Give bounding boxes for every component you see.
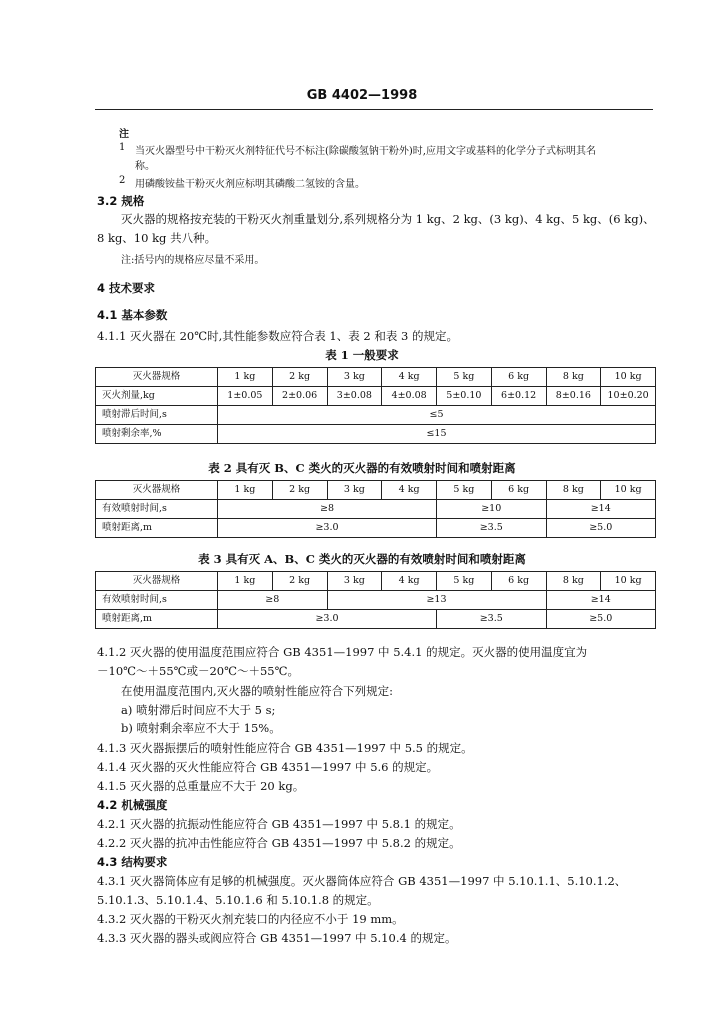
table-row <box>96 572 656 591</box>
table-3-header-label: 灭火器规格 <box>96 572 218 591</box>
notes-title: 注 <box>119 129 129 140</box>
table-row <box>96 481 656 500</box>
table-3-cell: ≥3.5 <box>437 610 547 629</box>
table-1-cell: 8±0.16 <box>546 387 601 406</box>
clause-4-1-2-item-b: b) 喷射剩余率应不大于 15%。 <box>121 721 281 735</box>
table-3-caption: 表 3 具有灭 A、B、C 类火的灭火器的有效喷射时间和喷射距离 <box>198 552 526 566</box>
table-3-spec-2: 2 kg <box>272 572 327 591</box>
table-2-spec-4: 4 kg <box>382 481 437 500</box>
table-row <box>96 368 656 387</box>
clause-4-2-2: 4.2.2 灭火器的抗冲击性能应符合 GB 4351—1997 中 5.8.2 的规定。 <box>97 836 461 850</box>
note-1-number: 1 <box>119 142 126 153</box>
clause-4-1-2-item-a: a) 喷射滞后时间应不大于 5 s; <box>121 703 276 717</box>
table-1-header-label: 灭火器规格 <box>96 368 218 387</box>
section-3-2-para-line-1: 灭火器的规格按充装的干粉灭火剂重量划分,系列规格分为 1 kg、2 kg、(3 kg)、4 kg、5 kg、(6 kg)、 <box>121 212 655 226</box>
table-1-cell: 3±0.08 <box>327 387 382 406</box>
clause-4-1-2-line-3: 在使用温度范围内,灭火器的喷射性能应符合下列规定: <box>121 684 394 698</box>
table-3-cell: ≥14 <box>546 591 656 610</box>
table-1-spec-4: 4 kg <box>382 368 437 387</box>
table-2-row-2-label: 喷射距离,m <box>96 519 218 538</box>
table-3-spec-3: 3 kg <box>327 572 382 591</box>
table-1-spec-6: 6 kg <box>491 368 546 387</box>
note-2-number: 2 <box>119 175 126 186</box>
table-1-row-2-label: 喷射滞后时间,s <box>96 406 218 425</box>
section-3-2-note: 注:括号内的规格应尽量不采用。 <box>121 255 265 266</box>
table-3-cell: ≥5.0 <box>546 610 656 629</box>
table-1-cell: 2±0.06 <box>272 387 327 406</box>
section-3-2-para-line-2: 8 kg、10 kg 共八种。 <box>97 231 217 245</box>
table-3-cell: ≥8 <box>218 591 328 610</box>
table-1-spec-1: 1 kg <box>218 368 273 387</box>
table-2-spec-7: 8 kg <box>546 481 601 500</box>
table-3-cell: ≥13 <box>327 591 546 610</box>
table-2-cell: ≥3.0 <box>218 519 437 538</box>
table-3-row-1-label: 有效喷射时间,s <box>96 591 218 610</box>
table-3-spec-6: 6 kg <box>491 572 546 591</box>
table-1-row-2-value: ≤5 <box>218 406 656 425</box>
note-1-line-1: 当灭火器型号中干粉灭火剂特征代号不标注(除碳酸氢钠干粉外)时,应用文字或基料的化学分子式标明其名 <box>135 146 596 157</box>
table-3-spec-1: 1 kg <box>218 572 273 591</box>
table-row <box>96 610 656 629</box>
table-1-caption: 表 1 一般要求 <box>325 348 399 362</box>
table-2-row-1-label: 有效喷射时间,s <box>96 500 218 519</box>
table-2-caption: 表 2 具有灭 B、C 类火的灭火器的有效喷射时间和喷射距离 <box>208 461 516 475</box>
header-rule <box>95 109 653 110</box>
clause-4-3-2: 4.3.2 灭火器的干粉灭火剂充装口的内径应不小于 19 mm。 <box>97 912 404 926</box>
table-row <box>96 591 656 610</box>
table-2-cell: ≥3.5 <box>437 519 547 538</box>
section-3-2-heading: 3.2 规格 <box>97 194 145 208</box>
table-2-spec-2: 2 kg <box>272 481 327 500</box>
clause-4-1-2-line-1: 4.1.2 灭火器的使用温度范围应符合 GB 4351—1997 中 5.4.1 的规定。灭火器的使用温度宜为 <box>97 645 588 659</box>
clause-4-1-5: 4.1.5 灭火器的总重量应不大于 20 kg。 <box>97 779 305 793</box>
table-2-cell: ≥14 <box>546 500 656 519</box>
table-3-spec-7: 8 kg <box>546 572 601 591</box>
section-4-3-heading: 4.3 结构要求 <box>97 855 168 869</box>
table-row <box>96 500 656 519</box>
table-1-spec-3: 3 kg <box>327 368 382 387</box>
page-header-standard: GB 4402—1998 <box>306 88 418 103</box>
table-2-cell: ≥10 <box>437 500 547 519</box>
table-3-spec-5: 5 kg <box>437 572 492 591</box>
table-1-spec-8: 10 kg <box>601 368 656 387</box>
table-2-spec-3: 3 kg <box>327 481 382 500</box>
table-1-spec-5: 5 kg <box>437 368 492 387</box>
table-2 <box>95 480 656 538</box>
note-2-text: 用磷酸铵盐干粉灭火剂应标明其磷酸二氢铵的含量。 <box>135 179 365 190</box>
table-1-spec-7: 8 kg <box>546 368 601 387</box>
clause-4-3-3: 4.3.3 灭火器的器头或阀应符合 GB 4351—1997 中 5.10.4 的规定。 <box>97 931 457 945</box>
clause-4-1-4: 4.1.4 灭火器的灭火性能应符合 GB 4351—1997 中 5.6 的规定。 <box>97 760 439 774</box>
clause-4-2-1: 4.2.1 灭火器的抗振动性能应符合 GB 4351—1997 中 5.8.1 的规定。 <box>97 817 461 831</box>
table-1-cell: 10±0.20 <box>601 387 656 406</box>
table-1 <box>95 367 656 444</box>
clause-4-3-1-line-1: 4.3.1 灭火器筒体应有足够的机械强度。灭火器筒体应符合 GB 4351—1997 中 5.10.1.1、5.10.1.2、 <box>97 874 627 888</box>
clause-4-1-2-line-2: －10℃～＋55℃或－20℃～＋55℃。 <box>97 664 299 678</box>
table-3-row-2-label: 喷射距离,m <box>96 610 218 629</box>
table-1-cell: 5±0.10 <box>437 387 492 406</box>
table-2-spec-8: 10 kg <box>601 481 656 500</box>
table-2-cell: ≥8 <box>218 500 437 519</box>
table-row <box>96 387 656 406</box>
table-3-spec-8: 10 kg <box>601 572 656 591</box>
table-2-spec-6: 6 kg <box>491 481 546 500</box>
table-1-row-1-label: 灭火剂量,kg <box>96 387 218 406</box>
table-2-cell: ≥5.0 <box>546 519 656 538</box>
table-1-row-3-value: ≤15 <box>218 425 656 444</box>
table-1-cell: 4±0.08 <box>382 387 437 406</box>
section-4-heading: 4 技术要求 <box>97 281 156 295</box>
note-1-line-2: 称。 <box>135 161 155 172</box>
table-1-spec-2: 2 kg <box>272 368 327 387</box>
clause-4-1-1: 4.1.1 灭火器在 20℃时,其性能参数应符合表 1、表 2 和表 3 的规定。 <box>97 329 458 343</box>
clause-4-1-3: 4.1.3 灭火器振摆后的喷射性能应符合 GB 4351—1997 中 5.5 的规定。 <box>97 741 473 755</box>
table-2-spec-5: 5 kg <box>437 481 492 500</box>
table-2-spec-1: 1 kg <box>218 481 273 500</box>
table-3-cell: ≥3.0 <box>218 610 437 629</box>
section-4-1-heading: 4.1 基本参数 <box>97 308 168 322</box>
table-1-cell: 6±0.12 <box>491 387 546 406</box>
table-1-row-3-label: 喷射剩余率,% <box>96 425 218 444</box>
table-2-header-label: 灭火器规格 <box>96 481 218 500</box>
table-3 <box>95 571 656 629</box>
clause-4-3-1-line-2: 5.10.1.3、5.10.1.4、5.10.1.6 和 5.10.1.8 的规定。 <box>97 893 379 907</box>
section-4-2-heading: 4.2 机械强度 <box>97 798 168 812</box>
table-row <box>96 519 656 538</box>
table-row <box>96 425 656 444</box>
table-3-spec-4: 4 kg <box>382 572 437 591</box>
table-1-cell: 1±0.05 <box>218 387 273 406</box>
table-row <box>96 406 656 425</box>
